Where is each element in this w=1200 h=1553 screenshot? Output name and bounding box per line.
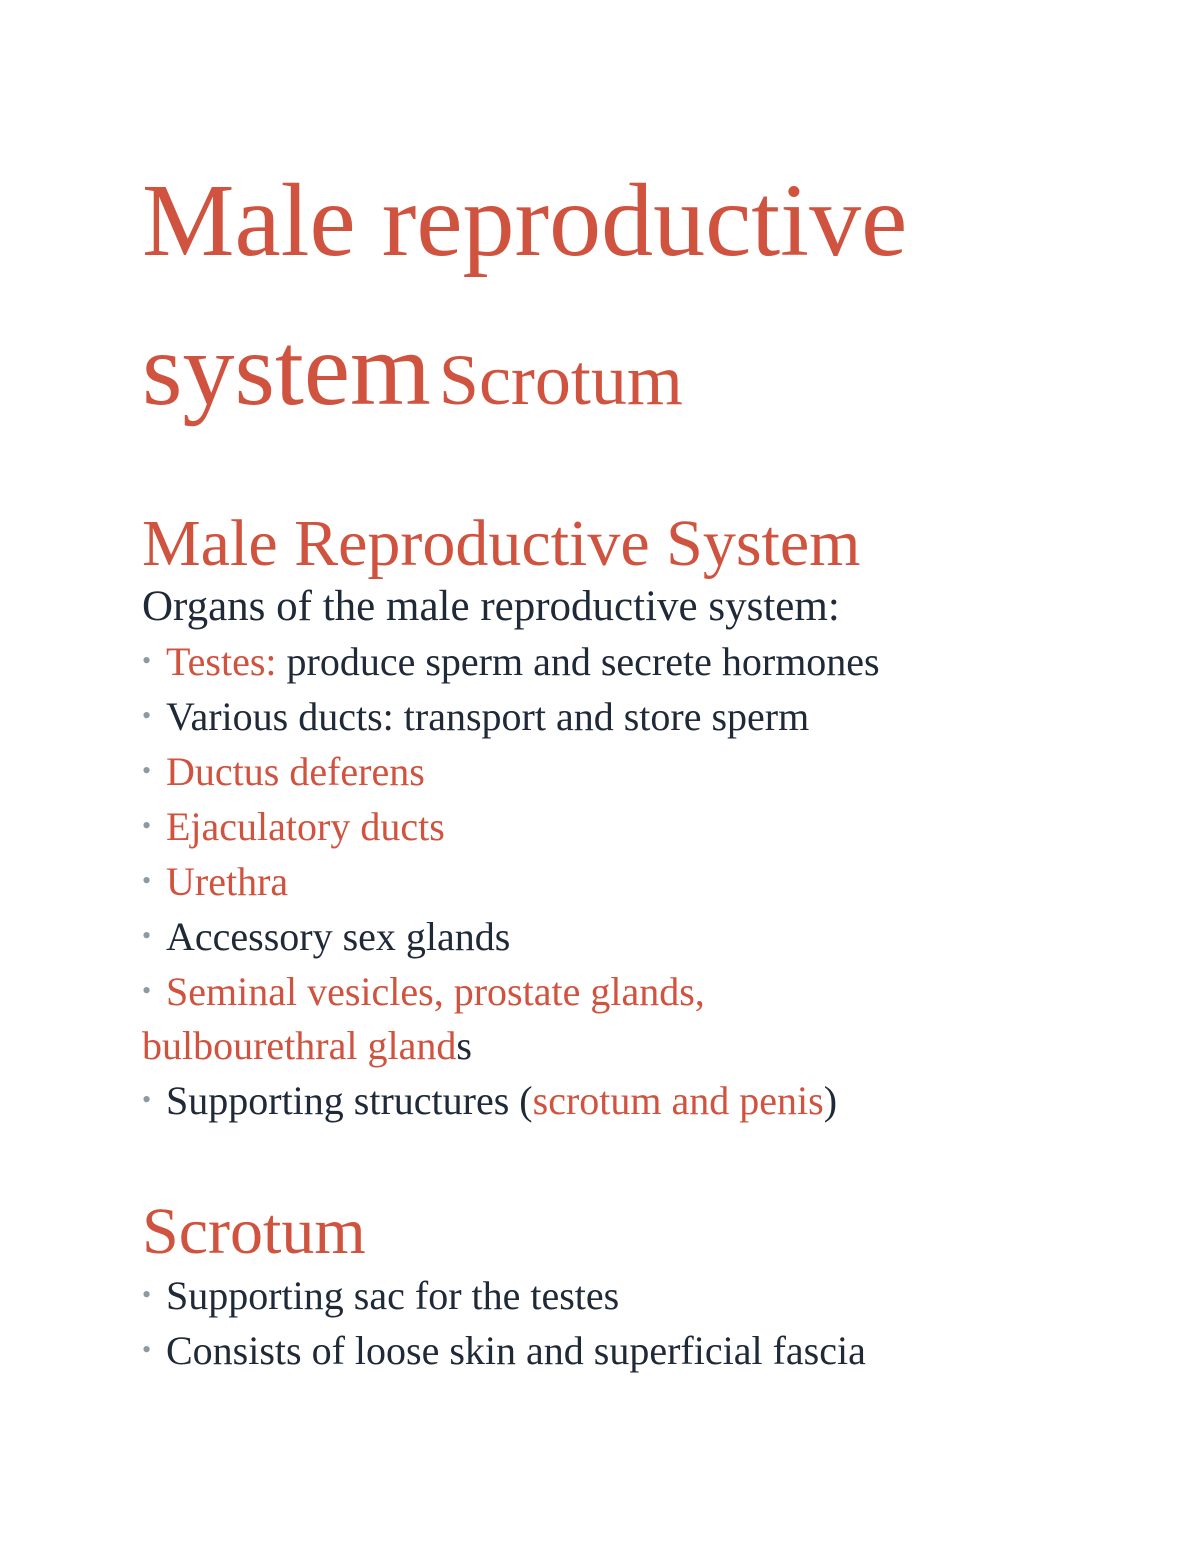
list-item-ducts	[142, 689, 880, 744]
glands-line1: Seminal vesicles, prostate glands,	[166, 969, 705, 1014]
bullet-icon: •	[142, 921, 152, 950]
bullet-icon: •	[142, 866, 152, 895]
bullet-icon: •	[142, 701, 152, 730]
supporting-post: )	[823, 1078, 838, 1123]
list-item-ductus-deferens	[142, 744, 880, 799]
list-item-glands	[142, 964, 880, 1019]
bullet-icon: •	[142, 646, 152, 675]
organ-list	[142, 634, 880, 1128]
testes-label: Testes:	[166, 639, 277, 684]
list-item-text: Consists of loose skin and superficial fascia	[166, 1328, 866, 1373]
section-lead: Organs of the male reproductive system:	[142, 583, 840, 630]
section-scrotum	[142, 1196, 866, 1378]
list-item-supporting-structures	[142, 1073, 880, 1128]
ductus-text: Ductus deferens	[166, 749, 425, 794]
ejaculatory-text: Ejaculatory ducts	[166, 804, 445, 849]
bullet-icon: •	[142, 976, 152, 1005]
section-male-reproductive-system	[142, 508, 880, 1128]
bullet-icon: •	[142, 1280, 152, 1309]
glands-line2-red: bulbourethral gland	[142, 1023, 457, 1068]
title-line2: system	[142, 312, 431, 427]
list-item	[142, 1268, 866, 1323]
list-item-urethra	[142, 854, 880, 909]
bullet-icon: •	[142, 756, 152, 785]
bullet-icon: •	[142, 1085, 152, 1114]
list-item-glands-continued	[142, 1019, 880, 1073]
list-item-accessory-glands	[142, 909, 880, 964]
accessory-text: Accessory sex glands	[166, 914, 511, 959]
title-subtitle: Scrotum	[438, 340, 683, 420]
ducts-text: Various ducts: transport and store sperm	[166, 694, 810, 739]
title-line1: Male reproductive	[142, 163, 908, 278]
section-heading: Male Reproductive System	[142, 507, 861, 580]
bullet-icon: •	[142, 811, 152, 840]
list-item-testes	[142, 634, 880, 689]
supporting-red: scrotum and penis	[532, 1078, 824, 1123]
list-item	[142, 1323, 866, 1378]
list-item-text: Supporting sac for the testes	[166, 1273, 620, 1318]
section-heading: Scrotum	[142, 1195, 366, 1268]
glands-line2-dark: s	[456, 1023, 472, 1068]
testes-description: produce sperm and secrete hormones	[276, 639, 880, 684]
urethra-text: Urethra	[166, 859, 289, 904]
scrotum-list	[142, 1268, 866, 1378]
bullet-icon: •	[142, 1335, 152, 1364]
list-item-ejaculatory-ducts	[142, 799, 880, 854]
document-title	[142, 158, 907, 456]
supporting-pre: Supporting structures (	[166, 1078, 533, 1123]
